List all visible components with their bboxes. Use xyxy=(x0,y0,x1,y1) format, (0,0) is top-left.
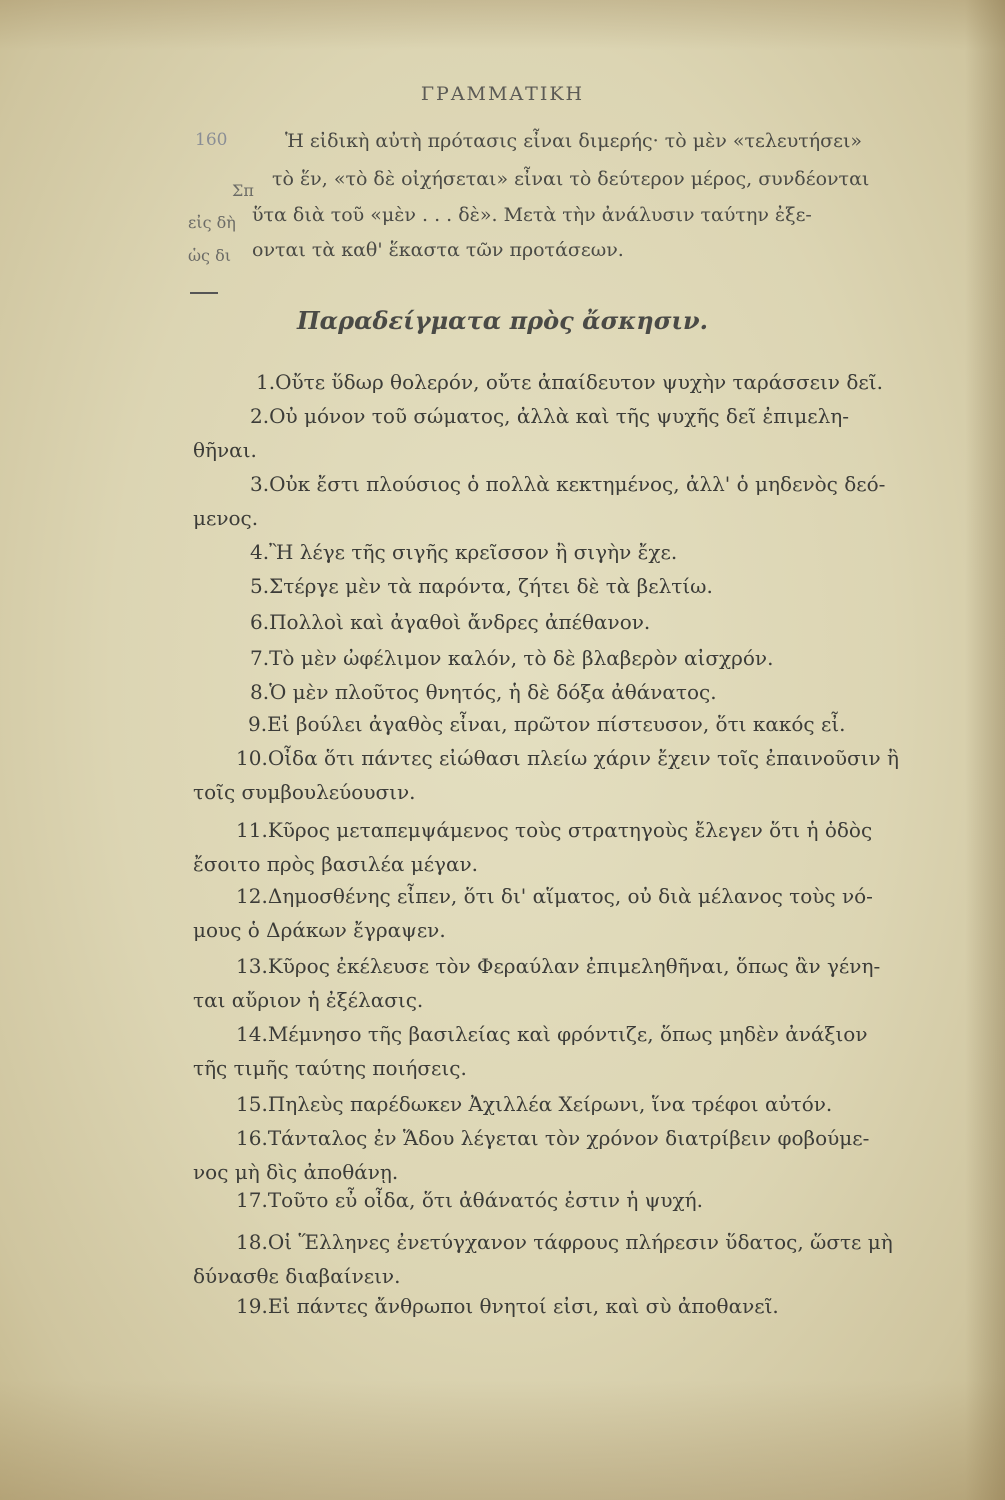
page-edge-bottom xyxy=(0,1380,1005,1500)
example-item xyxy=(236,954,880,978)
example-number: 1. xyxy=(256,370,276,394)
example-item xyxy=(236,1230,893,1254)
page-edge-top xyxy=(0,0,1005,50)
example-number: 10. xyxy=(236,746,268,770)
example-text: Δημοσθένης εἶπεν, ὅτι δι' αἵματος, οὐ διὰ μέλανος τοὺς νό- xyxy=(267,884,873,908)
example-number: 11. xyxy=(236,818,268,842)
example-item xyxy=(250,574,713,598)
example-number: 4. xyxy=(250,540,270,564)
example-number: 6. xyxy=(250,610,270,634)
example-item xyxy=(250,472,885,496)
example-number: 3. xyxy=(250,472,270,496)
example-number: 18. xyxy=(236,1230,268,1254)
example-continuation: δύνασθε διαβαίνειν. xyxy=(193,1264,401,1288)
example-text: Πηλεὺς παρέδωκεν Ἀχιλλέα Χείρωνι, ἵνα τρέφοι αὐτόν. xyxy=(267,1092,833,1116)
example-number: 12. xyxy=(236,884,268,908)
example-text: Οἶδα ὅτι πάντες εἰώθασι πλείω χάριν ἔχειν τοῖς ἐπαινοῦσιν ἢ xyxy=(267,746,900,770)
example-text: Οὐ μόνον τοῦ σώματος, ἀλλὰ καὶ τῆς ψυχῆς δεῖ ἐπιμελη- xyxy=(269,404,849,428)
margin-note: ὡς δι xyxy=(188,246,231,265)
example-item xyxy=(236,818,872,842)
example-text: Στέργε μὲν τὰ παρόντα, ζήτει δὲ τὰ βελτίω. xyxy=(269,574,713,598)
example-item xyxy=(256,370,883,394)
section-heading: Παραδείγματα πρὸς ἄσκησιν. xyxy=(296,306,709,335)
example-text: Μέμνησο τῆς βασιλείας καὶ φρόντιζε, ὅπως μηδὲν ἀνάξιον xyxy=(267,1022,868,1046)
example-item xyxy=(236,1092,832,1116)
example-item xyxy=(250,540,677,564)
example-text: Ὁ μὲν πλοῦτος θνητός, ἡ δὲ δόξα ἀθάνατος. xyxy=(269,680,717,704)
running-head: ΓΡΑΜΜΑΤΙΚΗ xyxy=(420,83,585,105)
example-text: Κῦρος μεταπεμψάμενος τοὺς στρατηγοὺς ἔλεγεν ὅτι ἡ ὁδὸς xyxy=(267,818,873,842)
example-item xyxy=(250,404,849,428)
margin-note: Σπ xyxy=(232,181,254,200)
example-number: 16. xyxy=(236,1126,268,1150)
example-text: Εἰ πάντες ἄνθρωποι θνητοί εἰσι, καὶ σὺ ἀποθανεῖ. xyxy=(267,1294,779,1318)
example-text: Τὸ μὲν ὠφέλιμον καλόν, τὸ δὲ βλαβερὸν αἰσχρόν. xyxy=(269,646,774,670)
margin-dash xyxy=(190,292,218,294)
example-text: Οὔτε ὕδωρ θολερόν, οὔτε ἀπαίδευτον ψυχὴν ταράσσειν δεῖ. xyxy=(275,370,883,394)
example-continuation: μενος. xyxy=(193,506,259,530)
intro-line: ὕτα διὰ τοῦ «μὲν . . . δὲ». Μετὰ τὴν ἀνάλυσιν ταύτην ἐξε- xyxy=(252,204,812,226)
example-text: Πολλοὶ καὶ ἀγαθοὶ ἄνδρες ἀπέθανον. xyxy=(269,610,651,634)
example-number: 8. xyxy=(250,680,270,704)
example-item xyxy=(250,610,650,634)
example-number: 14. xyxy=(236,1022,268,1046)
example-text: Εἰ βούλει ἀγαθὸς εἶναι, πρῶτον πίστευσον, ὅτι κακός εἶ. xyxy=(267,712,846,736)
example-continuation: ται αὔριον ἡ ἐξέλασις. xyxy=(193,988,424,1012)
example-text: Οὐκ ἔστι πλούσιος ὁ πολλὰ κεκτημένος, ἀλλ' ὁ μηδενὸς δεό- xyxy=(269,472,886,496)
example-continuation: ἔσοιτο πρὸς βασιλέα μέγαν. xyxy=(193,852,479,876)
example-continuation: νος μὴ δὶς ἀποθάνῃ. xyxy=(193,1160,399,1184)
example-item xyxy=(236,884,873,908)
example-text: Ἢ λέγε τῆς σιγῆς κρεῖσσον ἢ σιγὴν ἔχε. xyxy=(269,540,678,564)
example-item xyxy=(250,680,717,704)
example-number: 2. xyxy=(250,404,270,428)
page-edge-right xyxy=(965,0,1005,1500)
example-text: Τάνταλος ἐν Ἅδου λέγεται τὸν χρόνον διατρίβειν φοβούμε- xyxy=(267,1126,870,1150)
example-text: Τοῦτο εὖ οἶδα, ὅτι ἀθάνατός ἐστιν ἡ ψυχή. xyxy=(267,1188,703,1212)
example-number: 17. xyxy=(236,1188,268,1212)
margin-note: εἰς δὴ xyxy=(188,213,236,232)
example-number: 13. xyxy=(236,954,268,978)
example-item xyxy=(236,746,899,770)
example-continuation: θῆναι. xyxy=(193,438,257,462)
example-text: Οἱ Ἕλληνες ἐνετύγχανον τάφρους πλήρεσιν ὕδατος, ὥστε μὴ xyxy=(267,1230,893,1254)
example-item xyxy=(248,712,846,736)
example-number: 19. xyxy=(236,1294,268,1318)
example-item xyxy=(236,1188,703,1212)
example-number: 5. xyxy=(250,574,270,598)
example-item xyxy=(236,1294,779,1318)
example-number: 7. xyxy=(250,646,270,670)
page-number: 160 xyxy=(195,130,228,150)
example-number: 15. xyxy=(236,1092,268,1116)
example-continuation: τῆς τιμῆς ταύτης ποιήσεις. xyxy=(193,1056,467,1080)
intro-line: ονται τὰ καθ' ἕκαστα τῶν προτάσεων. xyxy=(252,239,624,261)
example-item xyxy=(236,1126,869,1150)
example-item xyxy=(236,1022,868,1046)
example-continuation: τοῖς συμβουλεύουσιν. xyxy=(193,780,416,804)
example-number: 9. xyxy=(248,712,268,736)
example-item xyxy=(250,646,773,670)
intro-line: τὸ ἕν, «τὸ δὲ οἰχήσεται» εἶναι τὸ δεύτερον μέρος, συνδέονται xyxy=(272,168,870,190)
example-text: Κῦρος ἐκέλευσε τὸν Φεραύλαν ἐπιμεληθῆναι, ὅπως ἂν γένη- xyxy=(267,954,881,978)
example-continuation: μους ὁ Δράκων ἔγραψεν. xyxy=(193,918,446,942)
intro-line: Ἡ εἰδικὴ αὐτὴ πρότασις εἶναι διμερής· τὸ μὲν «τελευτήσει» xyxy=(285,130,863,152)
